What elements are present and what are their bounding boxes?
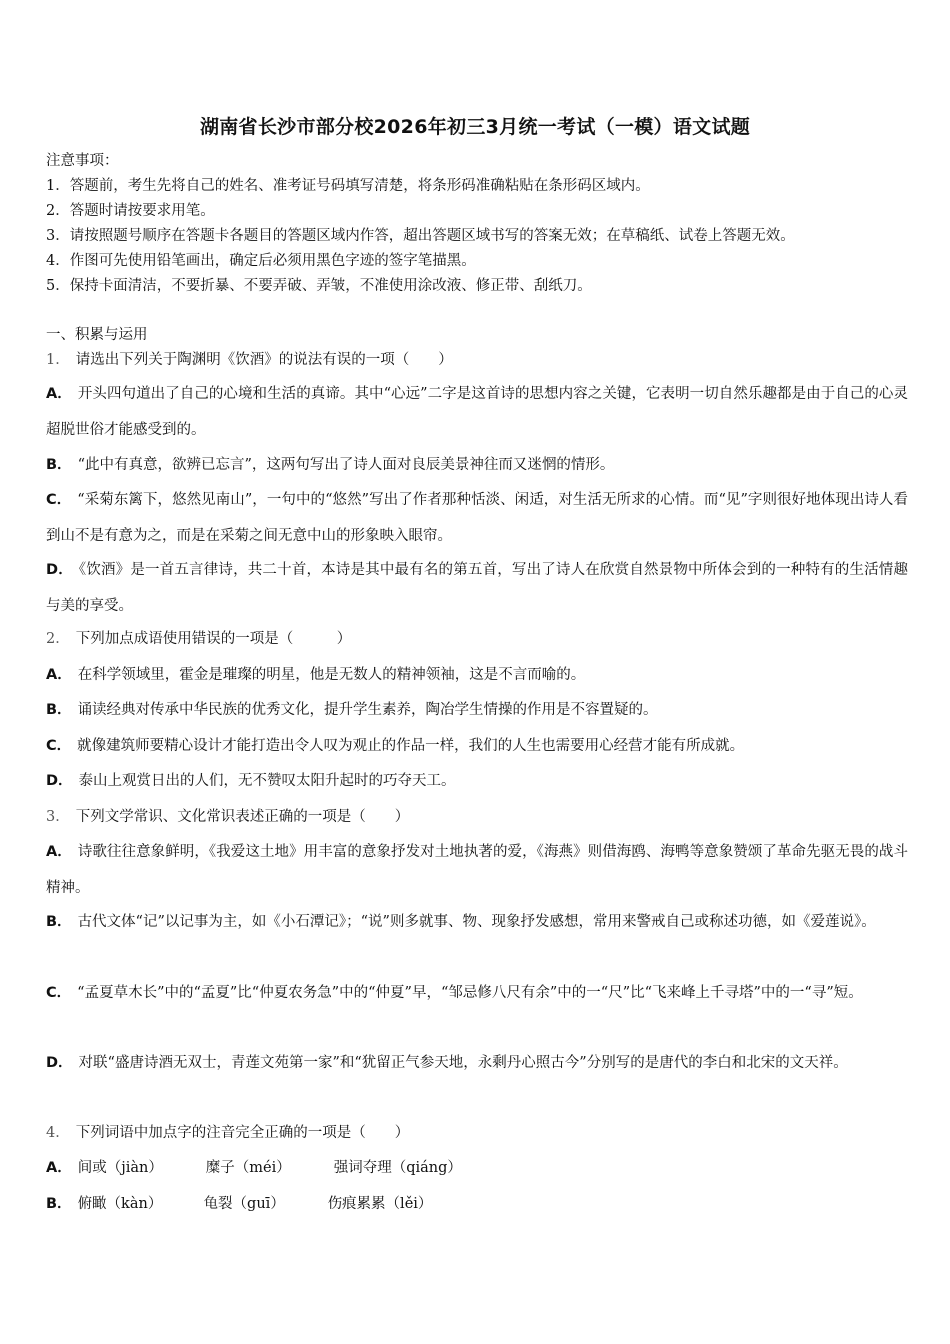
- option-text: 诗歌往往意象鲜明，《我爱这土地》用丰富的意象抒发对土地执著的爱，《海燕》则借海鸥、海鸭等意象赞颂了革命先驱无畏的战斗精神。: [46, 844, 908, 896]
- pinyin-word: 伤痕累累（lěi）: [327, 1196, 433, 1212]
- pinyin-word: 间或（jiàn）: [77, 1160, 163, 1176]
- option-text: 对联“盛唐诗酒无双士，青莲文苑第一家”和“犹留正气参天地，永剩丹心照古今”分别写的是唐代的李白和北宋的文天祥。: [78, 1055, 848, 1071]
- notice-item: 2．答题时请按要求用笔。: [46, 203, 215, 219]
- q3-option-b: [46, 904, 908, 940]
- q1-option-a: [46, 376, 908, 448]
- notice-heading: 注意事项：: [46, 153, 119, 169]
- q2-option-b: [46, 692, 908, 728]
- notice-item: 5．保持卡面清洁，不要折暴、不要弄破、弄皱，不准使用涂改液、修正带、刮纸刀。: [46, 278, 592, 294]
- section-heading: 一、积累与运用: [46, 327, 148, 343]
- option-label: D．: [46, 1055, 73, 1071]
- option-label: A．: [46, 1160, 72, 1176]
- option-label: D．: [46, 773, 73, 789]
- option-text: 古代文体“记”以记事为主，如《小石潭记》；“说”则多就事、物、现象抒发感想，常用来警戒自己或称述功德，如《爱莲说》。: [77, 914, 876, 930]
- option-label: A．: [46, 386, 72, 402]
- question-3: [46, 808, 409, 826]
- q2-option-d: [46, 763, 908, 799]
- option-label: C．: [46, 985, 72, 1001]
- option-label: A．: [46, 844, 72, 860]
- q3-option-d: [46, 1045, 908, 1081]
- notice-item: 1．答题前，考生先将自己的姓名、准考证号码填写清楚，将条形码准确粘贴在条形码区域内。: [46, 178, 650, 194]
- q4-option-a: [46, 1156, 462, 1177]
- q1-option-c: [46, 482, 908, 554]
- question-1: [46, 351, 453, 369]
- q1-option-d: [46, 552, 908, 624]
- q3-option-a: [46, 834, 908, 906]
- question-stem: 下列加点成语使用错误的一项是（ ）: [75, 631, 352, 647]
- option-text: 《饮酒》是一首五言律诗，共二十首，本诗是其中最有名的第五首，写出了诗人在欣赏自然景物中所体会到的一种特有的生活情趣与美的享受。: [46, 562, 908, 614]
- option-text: 泰山上观赏日出的人们，无不赞叹太阳升起时的巧夺天工。: [78, 773, 456, 789]
- option-label: A．: [46, 667, 72, 683]
- q2-option-a: [46, 657, 908, 693]
- q1-option-b: [46, 447, 908, 483]
- option-text: “此中有真意，欲辨已忘言”，这两句写出了诗人面对良辰美景神往而又迷惘的情形。: [77, 457, 615, 473]
- question-number: 3．: [46, 809, 70, 825]
- pinyin-word: 俯瞰（kàn）: [77, 1196, 163, 1212]
- option-text: 诵读经典对传承中华民族的优秀文化，提升学生素养，陶冶学生情操的作用是不容置疑的。: [77, 702, 658, 718]
- option-label: C．: [46, 492, 72, 508]
- notice-item: 3．请按照题号顺序在答题卡各题目的答题区域内作答，超出答题区域书写的答案无效；在草稿纸、试卷上答题无效。: [46, 228, 795, 244]
- option-label: C．: [46, 738, 72, 754]
- q2-option-c: [46, 728, 908, 764]
- question-2: [46, 630, 351, 648]
- option-text: 开头四句道出了自己的心境和生活的真谛。其中“心远”二字是这首诗的思想内容之关键，它表明一切自然乐趣都是由于自己的心灵超脱世俗才能感受到的。: [46, 386, 908, 438]
- option-text: “孟夏草木长”中的“孟夏”比“仲夏农务急”中的“仲夏”早，“邹忌修八尺有余”中的一“尺”比“飞来峰上千寻塔”中的一“寻”短。: [77, 985, 863, 1001]
- notice-item: 4．作图可先使用铅笔画出，确定后必须用黑色字迹的签字笔描黑。: [46, 253, 476, 269]
- question-4: [46, 1124, 409, 1142]
- option-label: B．: [46, 1196, 72, 1212]
- question-stem: 下列词语中加点字的注音完全正确的一项是（ ）: [75, 1125, 410, 1141]
- pinyin-word: 龟裂（guī）: [203, 1196, 285, 1212]
- option-text: “采菊东篱下，悠然见南山”，一句中的“悠然”写出了作者那种恬淡、闲适，对生活无所求的心情。而“见”字则很好地体现出诗人看到山不是有意为之，而是在采菊之间无意中山的形象映入眼帘。: [46, 492, 908, 544]
- question-number: 1．: [46, 352, 70, 368]
- pinyin-word: 糜子（méi）: [205, 1160, 291, 1176]
- option-label: B．: [46, 457, 72, 473]
- question-number: 2．: [46, 631, 70, 647]
- page-title: 湖南省长沙市部分校2026年初三3月统一考试（一模）语文试题: [199, 116, 751, 138]
- pinyin-word: 强词夺理（qiáng）: [333, 1160, 462, 1176]
- option-label: B．: [46, 702, 72, 718]
- option-label: B．: [46, 914, 72, 930]
- option-text: 在科学领域里，霍金是璀璨的明星，他是无数人的精神领袖，这是不言而喻的。: [77, 667, 586, 683]
- q4-option-b: [46, 1192, 432, 1213]
- question-stem: 下列文学常识、文化常识表述正确的一项是（ ）: [75, 809, 410, 825]
- question-stem: 请选出下列关于陶渊明《饮酒》的说法有误的一项（ ）: [75, 352, 453, 368]
- option-text: 就像建筑师要精心设计才能打造出令人叹为观止的作品一样，我们的人生也需要用心经营才能有所成就。: [77, 738, 745, 754]
- q3-option-c: [46, 975, 908, 1011]
- question-number: 4．: [46, 1125, 70, 1141]
- option-label: D．: [46, 562, 73, 578]
